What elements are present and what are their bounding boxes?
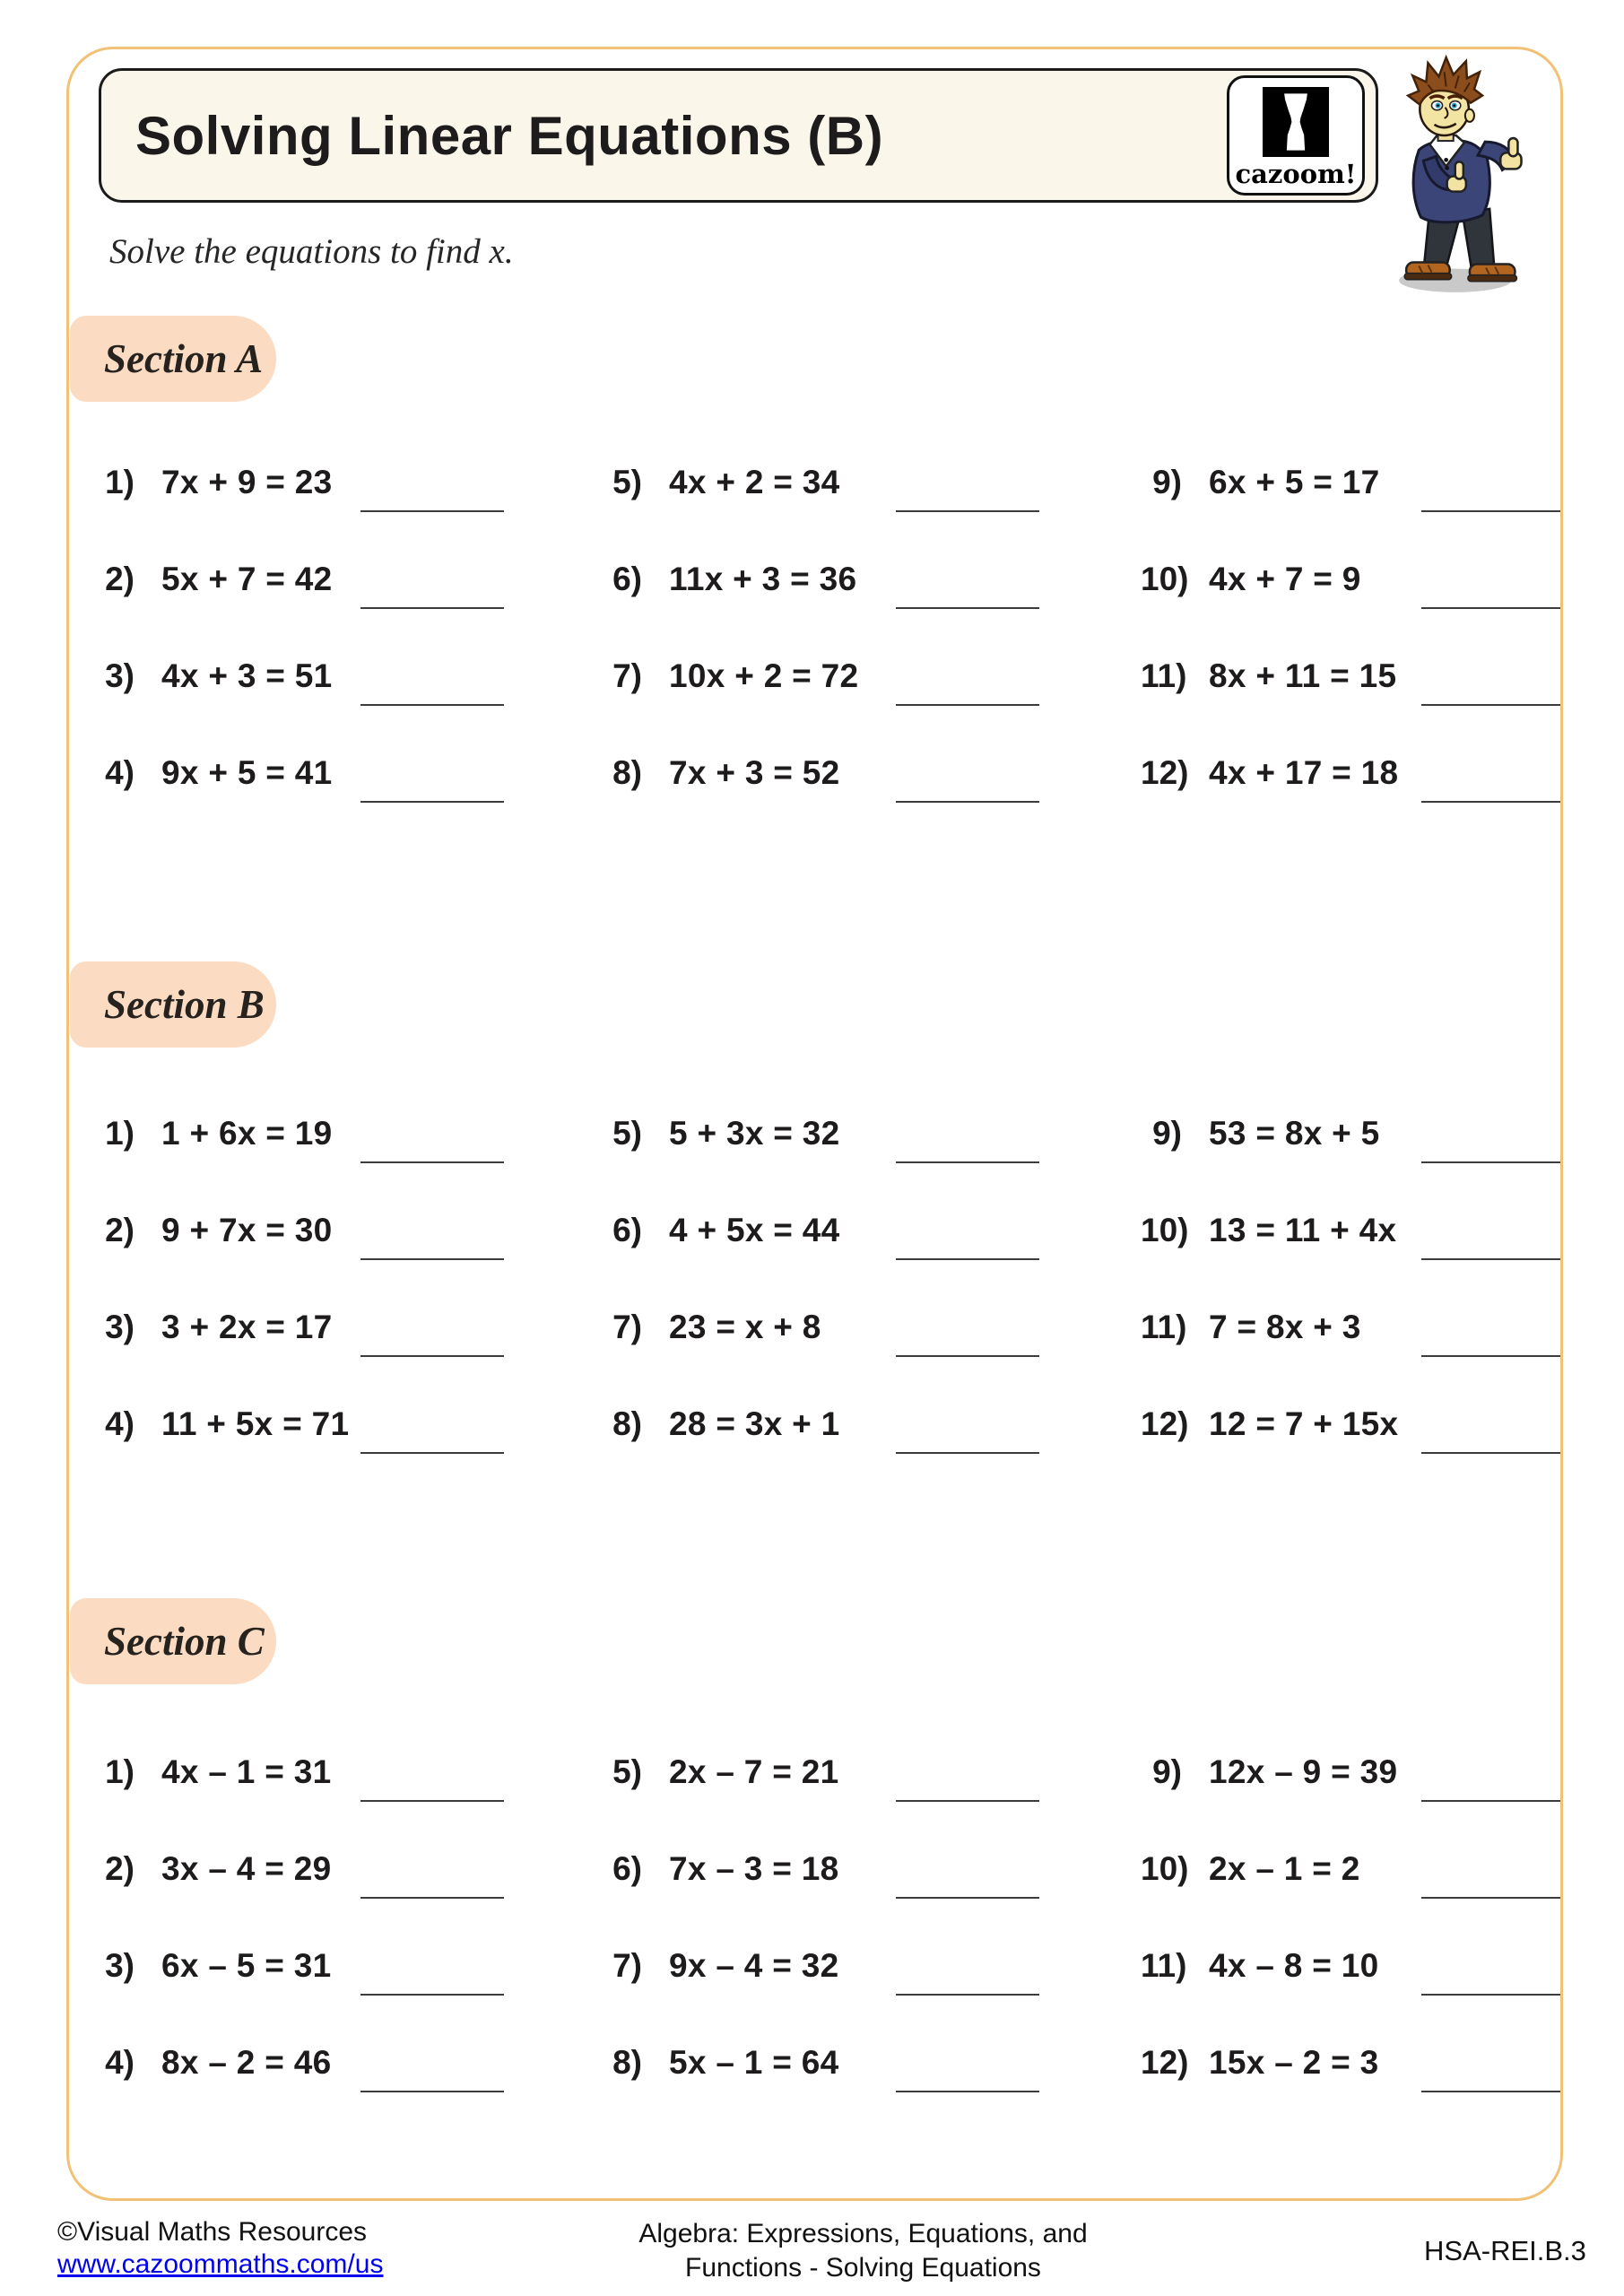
- section-a-label: Section A: [104, 336, 264, 381]
- problem-item: [601, 1743, 1141, 1839]
- equation-text: 15x – 2 = 3: [1209, 2044, 1379, 2081]
- problem-number: 9): [1152, 464, 1182, 500]
- answer-line: [1421, 1897, 1560, 1899]
- equation-text: 7x + 3 = 52: [669, 754, 840, 791]
- problem-item: [93, 647, 601, 744]
- problem-item: [93, 550, 601, 647]
- answer-line: [1421, 2091, 1560, 2092]
- equation-text: 4 + 5x = 44: [669, 1212, 840, 1248]
- equation-text: 2x – 1 = 2: [1209, 1850, 1360, 1887]
- equation-text: 12x – 9 = 39: [1209, 1753, 1398, 1790]
- equation-text: 7 = 8x + 3: [1209, 1309, 1361, 1345]
- section-a-badge: [70, 316, 276, 402]
- answer-line: [360, 607, 504, 609]
- equation-text: 7x + 9 = 23: [161, 464, 333, 500]
- problem-item: [1141, 2033, 1528, 2130]
- problem-number: 7): [612, 1947, 642, 1984]
- answer-line: [1421, 801, 1560, 803]
- section-c-label: Section C: [104, 1619, 265, 1664]
- equation-text: 23 = x + 8: [669, 1309, 821, 1345]
- cazoom-drum-icon: [1263, 87, 1329, 157]
- equation-text: 2x – 7 = 21: [669, 1753, 839, 1790]
- equation-text: 8x – 2 = 46: [161, 2044, 332, 2081]
- problem-item: [93, 1104, 601, 1201]
- problem-item: [93, 744, 601, 840]
- problem-number: 12): [1141, 2044, 1189, 2081]
- problem-number: 8): [612, 754, 642, 791]
- problem-item: [93, 1395, 601, 1492]
- problem-item: [93, 1839, 601, 1936]
- section-c-badge: [70, 1598, 276, 1684]
- cazoom-logo-text: cazoom!: [1235, 159, 1357, 189]
- equation-text: 6x + 5 = 17: [1209, 464, 1380, 500]
- answer-line: [360, 1355, 504, 1357]
- topic-line-1: Algebra: Expressions, Equations, and: [638, 2219, 1088, 2248]
- answer-line: [896, 1355, 1039, 1357]
- problem-number: 3): [105, 1947, 135, 1984]
- answer-line: [360, 1800, 504, 1802]
- problem-number: 7): [612, 1309, 642, 1345]
- answer-line: [1421, 1800, 1560, 1802]
- answer-line: [896, 1897, 1039, 1899]
- answer-line: [896, 1161, 1039, 1163]
- problem-number: 2): [105, 561, 135, 597]
- problem-number: 3): [105, 1309, 135, 1345]
- title-bar: [99, 68, 1378, 203]
- problem-number: 11): [1141, 1947, 1187, 1984]
- equation-text: 1 + 6x = 19: [161, 1115, 333, 1152]
- section-b-label: Section B: [104, 982, 265, 1027]
- problem-item: [93, 1936, 601, 2033]
- problem-item: [1141, 647, 1528, 744]
- problem-number: 9): [1152, 1115, 1182, 1152]
- instruction-text: Solve the equations to find x.: [109, 232, 514, 271]
- problem-item: [93, 1298, 601, 1395]
- problem-item: [601, 2033, 1141, 2130]
- answer-line: [360, 510, 504, 512]
- problem-item: [601, 1395, 1141, 1492]
- problem-number: 10): [1141, 561, 1189, 597]
- problem-item: [93, 1201, 601, 1298]
- answer-line: [896, 607, 1039, 609]
- answer-line: [1421, 1161, 1560, 1163]
- answer-line: [896, 1994, 1039, 1996]
- problem-item: [93, 453, 601, 550]
- equation-text: 5x – 1 = 64: [669, 2044, 839, 2081]
- cazoom-logo: [1227, 75, 1365, 196]
- problem-item: [1141, 1839, 1528, 1936]
- section-b-badge: [70, 961, 276, 1048]
- equation-text: 4x – 1 = 31: [161, 1753, 332, 1790]
- problem-item: [1141, 1936, 1528, 2033]
- equation-text: 3x – 4 = 29: [161, 1850, 332, 1887]
- problem-number: 1): [105, 464, 135, 500]
- problem-item: [601, 647, 1141, 744]
- problem-item: [601, 550, 1141, 647]
- problem-item: [601, 1104, 1141, 1201]
- answer-line: [360, 2091, 504, 2092]
- problem-number: 1): [105, 1753, 135, 1790]
- answer-line: [360, 1258, 504, 1260]
- topic-text: [619, 2217, 1107, 2285]
- problem-item: [1141, 1201, 1528, 1298]
- problem-item: [601, 1201, 1141, 1298]
- problem-item: [1141, 744, 1528, 840]
- problem-item: [601, 744, 1141, 840]
- problem-number: 4): [105, 1405, 135, 1442]
- problem-item: [1141, 453, 1528, 550]
- equation-text: 7x – 3 = 18: [669, 1850, 839, 1887]
- problem-item: [601, 1298, 1141, 1395]
- problem-number: 4): [105, 2044, 135, 2081]
- answer-line: [896, 1452, 1039, 1454]
- problem-item: [601, 1839, 1141, 1936]
- answer-line: [1421, 1452, 1560, 1454]
- equation-text: 53 = 8x + 5: [1209, 1115, 1380, 1152]
- answer-line: [896, 1800, 1039, 1802]
- equation-text: 4x + 17 = 18: [1209, 754, 1399, 791]
- problem-number: 8): [612, 2044, 642, 2081]
- equation-text: 9x + 5 = 41: [161, 754, 333, 791]
- equation-text: 11 + 5x = 71: [161, 1405, 350, 1442]
- copyright-text: ©Visual Maths Resources: [57, 2217, 368, 2247]
- problem-number: 7): [612, 657, 642, 694]
- problem-number: 1): [105, 1115, 135, 1152]
- problem-number: 4): [105, 754, 135, 791]
- problem-number: 8): [612, 1405, 642, 1442]
- answer-line: [896, 2091, 1039, 2092]
- problem-item: [93, 2033, 601, 2130]
- answer-line: [360, 1161, 504, 1163]
- equation-text: 10x + 2 = 72: [669, 657, 859, 694]
- answer-line: [896, 704, 1039, 706]
- problem-number: 3): [105, 657, 135, 694]
- equation-text: 9 + 7x = 30: [161, 1212, 333, 1248]
- answer-line: [896, 1258, 1039, 1260]
- section-c-problems: [93, 1743, 1528, 2130]
- website-link[interactable]: www.cazoommaths.com/us: [57, 2249, 384, 2279]
- equation-text: 28 = 3x + 1: [669, 1405, 840, 1442]
- problem-number: 2): [105, 1850, 135, 1887]
- answer-line: [360, 801, 504, 803]
- equation-text: 4x + 3 = 51: [161, 657, 333, 694]
- problem-item: [93, 1743, 601, 1839]
- answer-line: [1421, 1994, 1560, 1996]
- equation-text: 12 = 7 + 15x: [1209, 1405, 1399, 1442]
- boy-mascot-illustration: [1392, 52, 1564, 301]
- equation-text: 5x + 7 = 42: [161, 561, 333, 597]
- equation-text: 9x – 4 = 32: [669, 1947, 839, 1984]
- answer-line: [1421, 1355, 1560, 1357]
- page-title: Solving Linear Equations (B): [135, 105, 884, 166]
- answer-line: [360, 1897, 504, 1899]
- equation-text: 4x + 7 = 9: [1209, 561, 1361, 597]
- equation-text: 3 + 2x = 17: [161, 1309, 333, 1345]
- equation-text: 4x + 2 = 34: [669, 464, 840, 500]
- answer-line: [360, 1452, 504, 1454]
- problem-number: 11): [1141, 1309, 1187, 1345]
- equation-text: 5 + 3x = 32: [669, 1115, 840, 1152]
- equation-text: 11x + 3 = 36: [669, 561, 857, 597]
- problem-number: 12): [1141, 754, 1189, 791]
- problem-number: 2): [105, 1212, 135, 1248]
- problem-item: [601, 1936, 1141, 2033]
- problem-number: 6): [612, 1850, 642, 1887]
- problem-number: 5): [612, 1753, 642, 1790]
- answer-line: [360, 1994, 504, 1996]
- answer-line: [360, 704, 504, 706]
- standard-code: HSA-REI.B.3: [1424, 2235, 1586, 2266]
- problem-item: [1141, 1104, 1528, 1201]
- problem-number: 6): [612, 1212, 642, 1248]
- problem-number: 6): [612, 561, 642, 597]
- problem-number: 5): [612, 1115, 642, 1152]
- problem-item: [1141, 1298, 1528, 1395]
- problem-number: 11): [1141, 657, 1187, 694]
- answer-line: [1421, 1258, 1560, 1260]
- equation-text: 6x – 5 = 31: [161, 1947, 332, 1984]
- problem-item: [601, 453, 1141, 550]
- problem-number: 5): [612, 464, 642, 500]
- equation-text: 8x + 11 = 15: [1209, 657, 1397, 694]
- topic-line-2: Functions - Solving Equations: [685, 2253, 1041, 2283]
- section-b-problems: [93, 1104, 1528, 1492]
- equation-text: 13 = 11 + 4x: [1209, 1212, 1397, 1248]
- answer-line: [896, 801, 1039, 803]
- answer-line: [1421, 607, 1560, 609]
- section-a-problems: [93, 453, 1528, 840]
- problem-item: [1141, 550, 1528, 647]
- problem-number: 10): [1141, 1850, 1189, 1887]
- answer-line: [896, 510, 1039, 512]
- problem-item: [1141, 1743, 1528, 1839]
- equation-text: 4x – 8 = 10: [1209, 1947, 1379, 1984]
- problem-number: 12): [1141, 1405, 1189, 1442]
- problem-number: 9): [1152, 1753, 1182, 1790]
- problem-item: [1141, 1395, 1528, 1492]
- problem-number: 10): [1141, 1212, 1189, 1248]
- answer-line: [1421, 704, 1560, 706]
- answer-line: [1421, 510, 1560, 512]
